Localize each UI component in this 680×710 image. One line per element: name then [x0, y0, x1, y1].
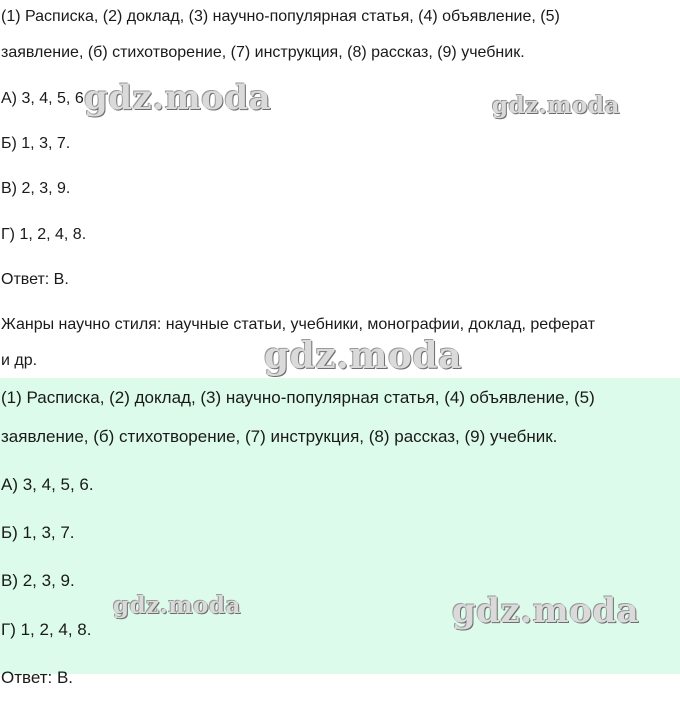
answer-option-v: В) 2, 3, 9. [1, 180, 71, 197]
watermark: gdz.moda [452, 591, 640, 631]
answer-line: Ответ: В. [1, 271, 69, 288]
text-line: (1) Расписка, (2) доклад, (3) научно-популярная статья, (4) объявление, (5) [1, 388, 595, 407]
answer-option-b: Б) 1, 3, 7. [1, 523, 75, 542]
answer-option-g: Г) 1, 2, 4, 8. [1, 620, 92, 639]
text-line: заявление, (б) стихотворение, (7) инструкция, (8) рассказ, (9) учебник. [1, 427, 558, 446]
watermark: gdz.moda [113, 592, 241, 619]
text-line: и др. [1, 352, 38, 369]
answer-option-b: Б) 1, 3, 7. [1, 135, 71, 152]
text-line: Жанры научно стиля: научные статьи, учебники, монографии, доклад, реферат [1, 316, 596, 333]
answer-option-a: А) 3, 4, 5, 6. [1, 90, 89, 107]
text-line: заявление, (б) стихотворение, (7) инструкция, (8) рассказ, (9) учебник. [1, 44, 525, 61]
answer-line: Ответ: В. [1, 668, 74, 687]
answer-option-v: В) 2, 3, 9. [1, 571, 75, 590]
text-line: (1) Расписка, (2) доклад, (3) научно-популярная статья, (4) объявление, (5) [1, 8, 560, 25]
answer-option-a: А) 3, 4, 5, 6. [1, 475, 94, 494]
watermark: gdz.moda [84, 78, 272, 118]
answer-option-g: Г) 1, 2, 4, 8. [1, 226, 87, 243]
watermark: gdz.moda [492, 92, 620, 119]
watermark: gdz.moda [264, 335, 462, 377]
